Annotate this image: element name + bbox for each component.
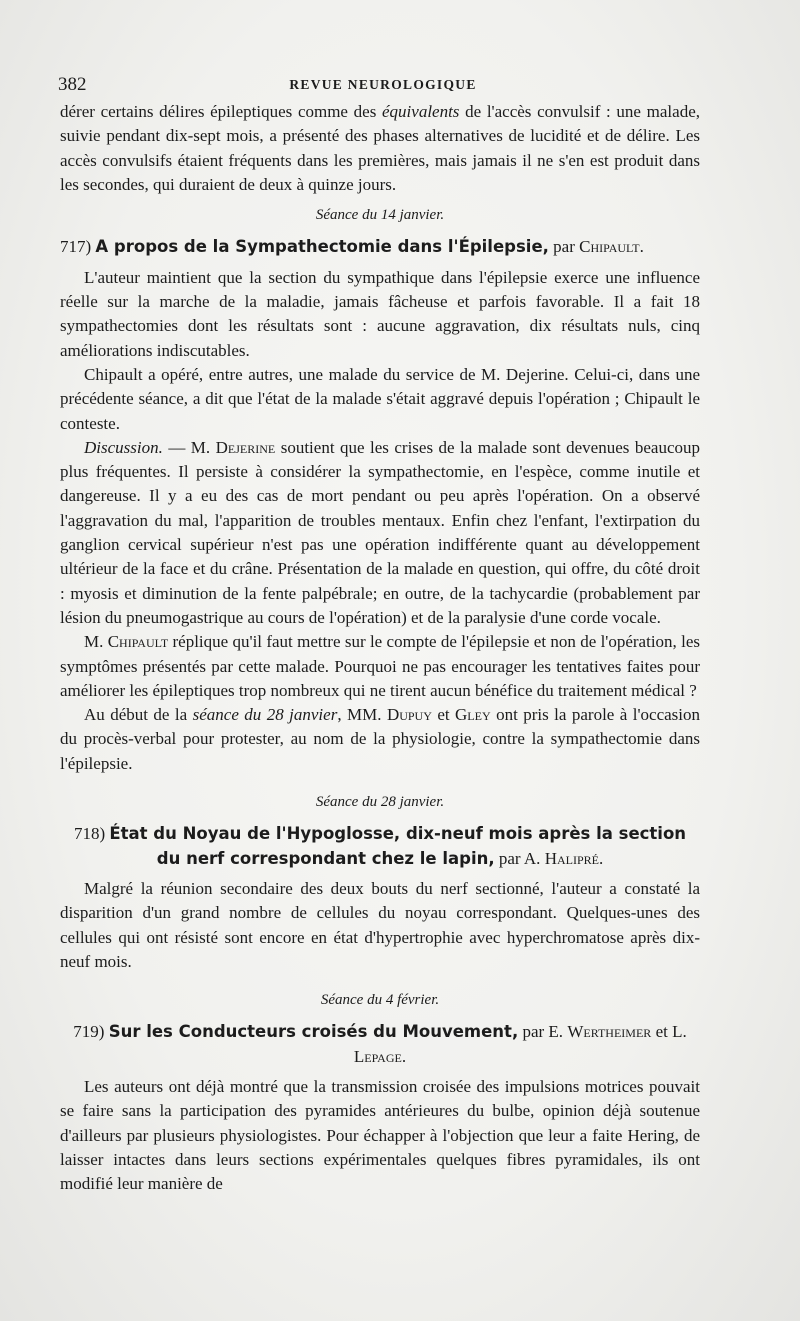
- article-717-discussion: Discussion. — M. Dejerine soutient que les crises de la malade sont devenues beaucoup plus fréquentes. Il persiste à considérer la sympathectomie, en l'espèce, comme inutile et dangereuse. Il y a eu des cas de mort pendant ou peu après l'opération. On a observé l'aggravation du mal, l'apparition de troubles mentaux. Enfin chez l'enfant, l'extirpation du ganglion cervical supérieur n'est pas une opération indifférente quant au développement ultérieur de la face et du crâne. Présentation de la malade en question, qui offre, du côté droit : myosis et diminution de la fente palpébrale; en outre, de la tachycardie (probablement par lésion du pneumogastrique au cours de l'opération) et de la paralysie d'une corde vocale.: [60, 437, 700, 627]
- seance-heading-28-janvier: Séance du 28 janvier.: [315, 794, 445, 811]
- article-719-author-2: Lepage.: [353, 1046, 407, 1066]
- seance-heading-4-fevrier: Séance du 4 février.: [320, 992, 440, 1009]
- article-717-heading: 717) A propos de la Sympathectomie dans l'Épilepsie, par Chipault.: [60, 237, 644, 257]
- article-717-paragraph-4: M. Chipault réplique qu'il faut mettre sur le compte de l'épilepsie et non de l'opération, les symptômes présentés par cette malade. Pourquoi ne pas encourager les tentatives faites pour améliorer les épileptiques trop nombreux qui ne tirent aucun bénéfice du traitement médical ?: [60, 632, 701, 700]
- article-717-title: A propos de la Sympathectomie dans l'Épilepsie,: [95, 237, 549, 257]
- running-header: [58, 74, 708, 98]
- journal-title: REVUE NEUROLOGIQUE: [289, 77, 477, 92]
- seance-heading-14-janvier: Séance du 14 janvier.: [315, 207, 445, 224]
- continuation-paragraph: dérer certains délires épileptiques comme des équivalents de l'accès convulsif : une malade, suivie pendant dix-sept mois, a présenté des phases alternatives de lucidité et de délire. Les accès convulsifs étaient fréquents dans les premières, mais jamais il ne s'en est produit dans les secondes, qui duraient de deux à quinze jours.: [60, 102, 700, 194]
- page-number: 382: [58, 74, 87, 95]
- article-718-paragraph-1: Malgré la réunion secondaire des deux bouts du nerf sectionné, l'auteur a constaté la disparition d'un grand nombre de cellules du noyau correspondant. Quelques-unes des cellules qui ont résisté sont encore en état d'hypertrophie avec hyperchromatose après dix-neuf mois.: [60, 878, 700, 971]
- article-718-title-line1: État du Noyau de l'Hypoglosse, dix-neuf mois après la section: [109, 824, 687, 844]
- page-content: [60, 100, 700, 1196]
- article-718-heading: 718) État du Noyau de l'Hypoglosse, dix-neuf mois après la section du nerf correspondant chez le lapin, par A. Halipré.: [73, 824, 687, 868]
- article-717-author: Chipault.: [579, 237, 644, 257]
- article-718-title-line2: du nerf correspondant chez le lapin,: [156, 848, 495, 868]
- article-717-paragraph-5: Au début de la séance du 28 janvier, MM. Dupuy et Gley ont pris la parole à l'occasion du procès-verbal pour protester, au nom de la physiologie, contre la sympathectomie dans l'épilepsie.: [60, 705, 701, 773]
- article-719-title: Sur les Conducteurs croisés du Mouvement,: [108, 1022, 519, 1042]
- article-719-heading: 719) Sur les Conducteurs croisés du Mouvement, par E. Wertheimer et L. Lepage.: [73, 1022, 687, 1066]
- article-719-paragraph-1: Les auteurs ont déjà montré que la transmission croisée des impulsions motrices pouvait se faire sans la participation des pyramides antérieures du bulbe, opinion déjà soutenue d'ailleurs par plusieurs physiologistes. Pour échapper à l'objection que leur a faite Hering, de laisser intactes dans leurs sections expérimentales quelques fibres pyramidales, ils ont modifié leur manière de: [60, 1076, 700, 1194]
- article-717-paragraph-2: Chipault a opéré, entre autres, une malade du service de M. Dejerine. Celui-ci, dans une précédente séance, a dit que l'état de la malade s'était aggravé depuis l'opération ; Chipault le conteste.: [60, 364, 700, 433]
- article-718-author: Halipré.: [544, 848, 604, 868]
- article-719-author-1: Wertheimer: [567, 1022, 652, 1042]
- article-717-paragraph-1: L'auteur maintient que la section du sympathique dans l'épilepsie exerce une influence réelle sur la marche de la maladie, jamais fâcheuse et parfois favorable. Il a fait 18 sympathectomies dont les résultats sont : aucune aggravation, dix résultats nuls, cinq améliorations indiscutables.: [60, 267, 700, 360]
